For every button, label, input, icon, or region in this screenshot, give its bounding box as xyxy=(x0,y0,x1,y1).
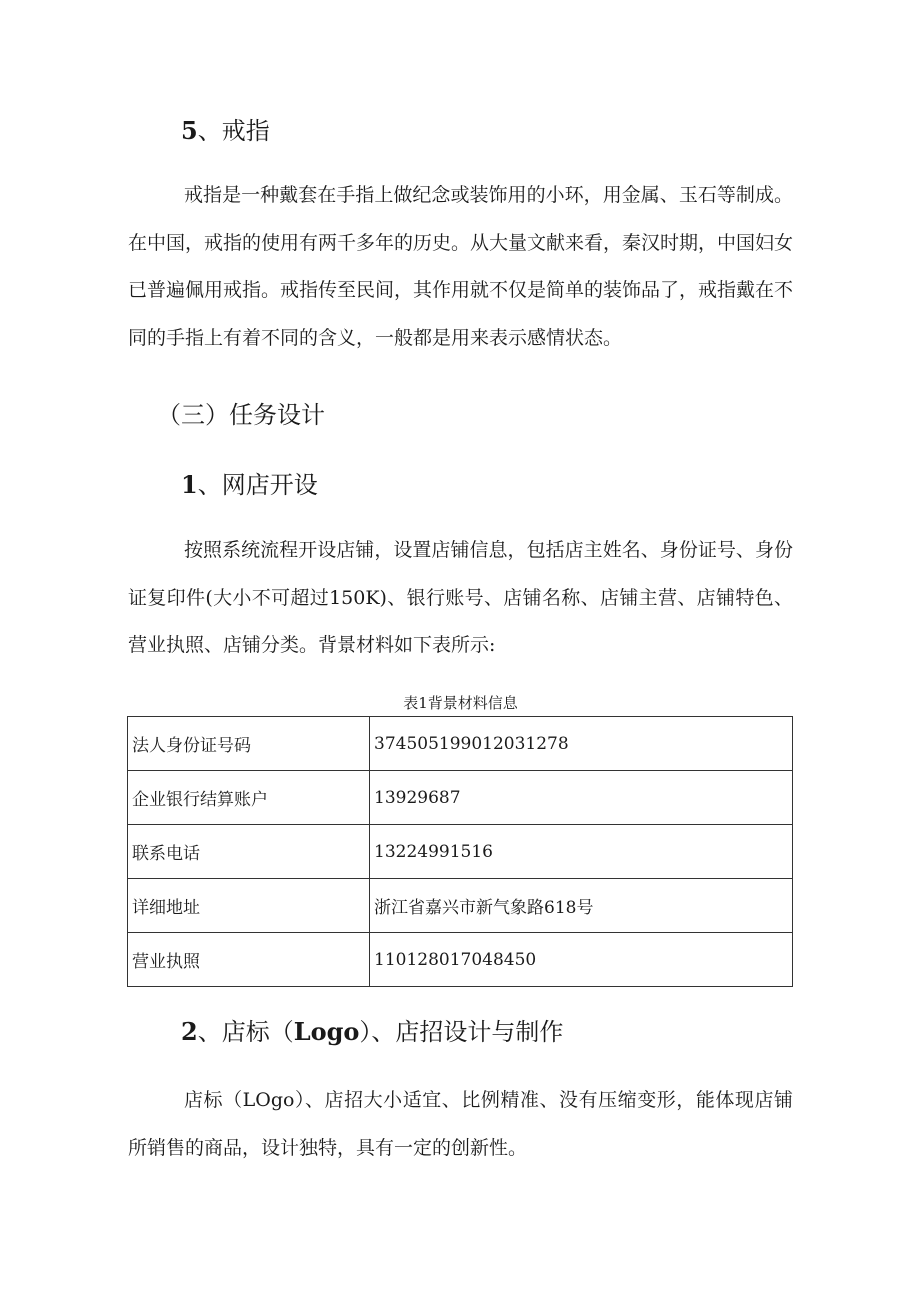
table-row xyxy=(128,933,793,987)
task-2-heading xyxy=(181,1017,563,1047)
background-info-table xyxy=(127,716,793,987)
table-label-cell: 详细地址 xyxy=(128,879,370,933)
table-value-cell: 110128017048450 xyxy=(370,933,793,987)
table-label-cell: 法人身份证号码 xyxy=(128,717,370,771)
section-5-number: 5 xyxy=(181,116,198,145)
ring-paragraph: 戒指是一种戴套在手指上做纪念或装饰用的小环，用金属、玉石等制成。在中国，戒指的使用有两千多年的历史。从大量文献来看，秦汉时期，中国妇女已普遍佩用戒指。戒指传至民间，其作用就不仅是简单的装饰品了，戒指戴在不同的手指上有着不同的含义，一般都是用来表示感情状态。 xyxy=(128,184,794,349)
table-row xyxy=(128,717,793,771)
task-1-title: 网店开设 xyxy=(221,471,318,499)
shop-setup-paragraph: 按照系统流程开设店铺，设置店铺信息，包括店主姓名、身份证号、身份证复印件(大小不可超过150K)、银行账号、店铺名称、店铺主营、店铺特色、营业执照、店铺分类。背景材料如下表所示: xyxy=(128,539,793,656)
table-row xyxy=(128,771,793,825)
task-2-title-part-a: 、店标（ xyxy=(197,1018,294,1046)
section-5-title: 戒指 xyxy=(221,117,270,145)
table-value-cell: 13929687 xyxy=(370,771,793,825)
table-label-cell: 企业银行结算账户 xyxy=(128,771,370,825)
part-3-heading: （三）任务设计 xyxy=(157,401,325,429)
table-value-cell: 13224991516 xyxy=(370,825,793,879)
table-row xyxy=(128,879,793,933)
task-1-separator: 、 xyxy=(197,471,222,499)
table-label-cell: 营业执照 xyxy=(128,933,370,987)
section-5-separator: 、 xyxy=(197,117,222,145)
task-2-number: 2 xyxy=(181,1017,198,1046)
task-1-number: 1 xyxy=(181,470,198,499)
table-row xyxy=(128,825,793,879)
table-label-cell: 联系电话 xyxy=(128,825,370,879)
logo-design-paragraph: 店标（LOgo）、店招大小适宜、比例精准、没有压缩变形，能体现店铺所销售的商品，设计独特，具有一定的创新性。 xyxy=(128,1089,793,1159)
section-5-heading xyxy=(181,116,270,146)
task-2-title-part-c: ）、店招设计与制作 xyxy=(359,1018,564,1046)
table-caption: 表1背景材料信息 xyxy=(403,694,518,712)
task-1-heading xyxy=(181,470,318,500)
table-value-cell: 374505199012031278 xyxy=(370,717,793,771)
table-value-cell: 浙江省嘉兴市新气象路618号 xyxy=(370,879,793,933)
task-2-logo-word: Logo xyxy=(293,1017,360,1046)
